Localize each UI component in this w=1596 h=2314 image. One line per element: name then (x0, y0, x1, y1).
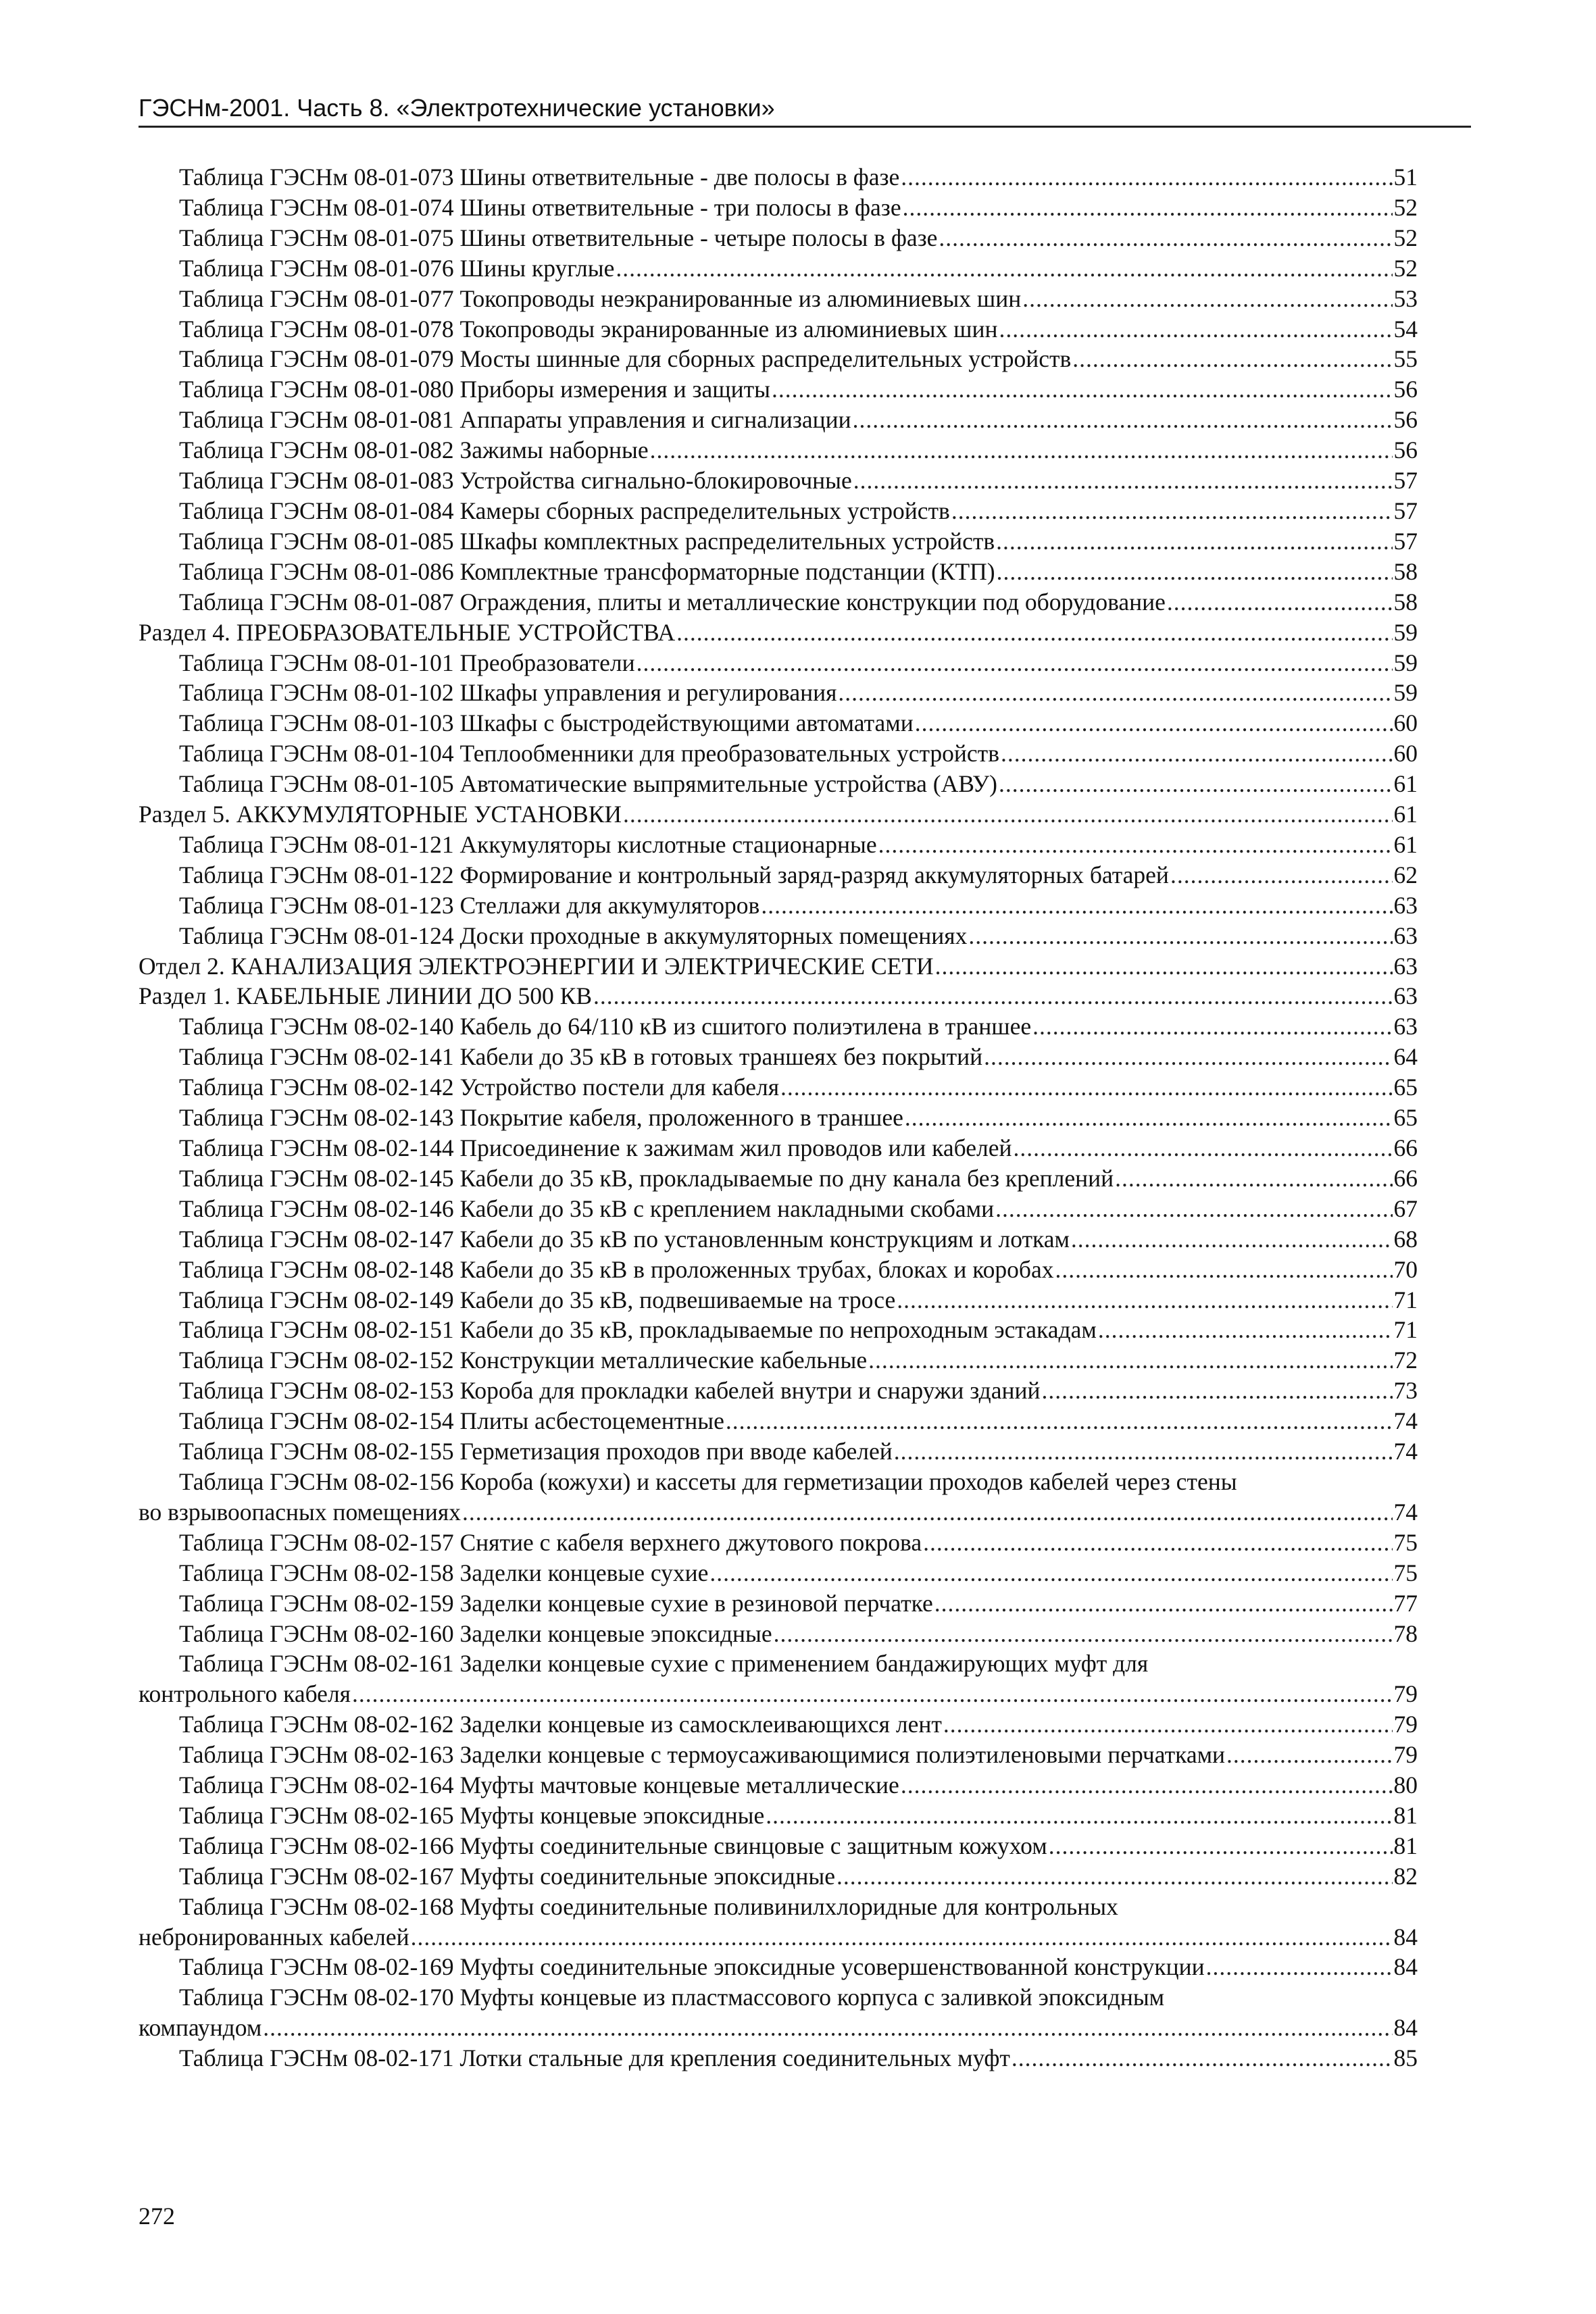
toc-table-entry[interactable] (139, 1528, 1418, 1558)
toc-entry-page: 67 (1393, 1194, 1418, 1222)
toc-entry-page: 70 (1393, 1255, 1418, 1283)
toc-entry-page: 61 (1393, 830, 1418, 858)
toc-table-entry[interactable] (139, 435, 1418, 466)
dot-leader (868, 1345, 1392, 1376)
toc-table-entry[interactable] (139, 1285, 1418, 1315)
toc-table-entry[interactable] (139, 1376, 1418, 1406)
dot-leader (837, 1861, 1393, 1892)
toc-entry-page: 79 (1393, 1741, 1418, 1769)
toc-entry-page: 56 (1393, 376, 1418, 403)
toc-entry-page: 57 (1393, 527, 1418, 555)
dot-leader (352, 1679, 1393, 1709)
toc-entry-title: Таблица ГЭСНм 08-01-078 Токопроводы экранированные из алюминиевых шин (179, 315, 998, 343)
toc-entry-title: Таблица ГЭСНм 08-02-149 Кабели до 35 кВ, подвешиваемые на тросе (179, 1286, 896, 1313)
toc-entry-title: Таблица ГЭСНм 08-02-158 Заделки концевые сухие (179, 1559, 709, 1586)
dot-leader (905, 1103, 1393, 1133)
toc-entry-title: Таблица ГЭСНм 08-02-144 Присоединение к зажимам жил проводов или кабелей (179, 1134, 1012, 1161)
toc-entry-page: 74 (1393, 1407, 1418, 1435)
toc-entry-title: Таблица ГЭСНм 08-02-143 Покрытие кабеля, проложенного в траншее (179, 1104, 903, 1132)
dot-leader (774, 1619, 1393, 1649)
toc-entry-title: Таблица ГЭСНм 08-01-084 Камеры сборных распределительных устройств (179, 497, 950, 524)
toc-entry-title-continuation: во взрывоопасных помещениях (139, 1498, 461, 1526)
toc-entry-title: Раздел 1. КАБЕЛЬНЫЕ ЛИНИИ ДО 500 КВ (139, 982, 593, 1010)
toc-entry-page: 58 (1393, 557, 1418, 585)
dot-leader (1055, 1255, 1392, 1285)
toc-table-entry[interactable] (139, 1740, 1418, 1770)
toc-entry-title: Таблица ГЭСНм 08-02-165 Муфты концевые эпоксидные (179, 1801, 765, 1829)
toc-entry-title: Таблица ГЭСНм 08-01-086 Комплектные трансформаторные подстанции (КТП) (179, 557, 995, 585)
page-number: 272 (139, 2203, 175, 2230)
toc-entry-page: 84 (1393, 1923, 1418, 1951)
dot-leader (411, 1922, 1393, 1953)
toc-table-entry[interactable] (139, 738, 1418, 769)
toc-entry-page: 71 (1393, 1316, 1418, 1344)
dot-leader (593, 981, 1392, 1011)
toc-table-entry[interactable] (139, 344, 1418, 374)
toc-table-entry[interactable] (139, 466, 1418, 496)
toc-entry-title: Таблица ГЭСНм 08-01-101 Преобразователи (179, 649, 635, 676)
dot-leader (853, 466, 1393, 496)
toc-entry-page: 56 (1393, 406, 1418, 434)
toc-entry-page: 63 (1393, 1013, 1418, 1040)
toc-entry-title: Таблица ГЭСНм 08-02-148 Кабели до 35 кВ в проложенных трубах, блоках и коробах (179, 1255, 1054, 1283)
toc-entry-page: 56 (1393, 436, 1418, 464)
dot-leader (623, 799, 1392, 830)
dot-leader (923, 1528, 1392, 1558)
toc-entry-title: Таблица ГЭСНм 08-02-140 Кабель до 64/110 кВ из сшитого полиэтилена в траншее (179, 1013, 1032, 1040)
toc-entry-title: Таблица ГЭСНм 08-01-123 Стеллажи для аккумуляторов (179, 891, 760, 919)
dot-leader (999, 314, 1393, 345)
toc-entry-title: Таблица ГЭСНм 08-01-075 Шины ответвительные - четыре полосы в фазе (179, 224, 938, 251)
toc-entry-title: Таблица ГЭСНм 08-01-080 Приборы измерения и защиты (179, 376, 770, 403)
toc-entry-title: Таблица ГЭСНм 08-01-122 Формирование и контрольный заряд-разряд аккумуляторных батарей (179, 861, 1169, 888)
dot-leader (1226, 1740, 1392, 1770)
toc-table-entry[interactable] (139, 1194, 1418, 1224)
dot-leader (934, 1588, 1393, 1619)
toc-table-entry[interactable] (139, 253, 1418, 284)
toc-entry-page: 51 (1393, 164, 1418, 191)
toc-entry-title: Таблица ГЭСНм 08-01-081 Аппараты управления и сигнализации (179, 406, 851, 434)
dot-leader (897, 1285, 1392, 1315)
toc-entry-title: Таблица ГЭСНм 08-01-087 Ограждения, плиты и металлические конструкции под оборудование (179, 588, 1166, 615)
toc-entry-page: 84 (1393, 1953, 1418, 1981)
toc-entry-title: Таблица ГЭСНм 08-01-076 Шины круглые (179, 254, 615, 282)
toc-entry-title: Таблица ГЭСНм 08-02-147 Кабели до 35 кВ по установленным конструкциям и лоткам (179, 1225, 1070, 1253)
toc-table-entry[interactable] (139, 1163, 1418, 1194)
toc-entry-title: Таблица ГЭСНм 08-02-146 Кабели до 35 кВ с креплением накладными скобами (179, 1194, 995, 1222)
dot-leader (616, 253, 1392, 284)
dot-leader (996, 526, 1392, 557)
dot-leader (1098, 1315, 1393, 1345)
toc-table-entry[interactable] (139, 1649, 1418, 1709)
dot-leader (709, 1558, 1392, 1588)
toc-entry-title: Таблица ГЭСНм 08-01-077 Токопроводы неэкранированные из алюминиевых шин (179, 284, 1022, 312)
toc-entry-title-continuation: небронированных кабелей (139, 1923, 409, 1951)
toc-table-entry[interactable] (139, 2043, 1418, 2073)
toc-entry-page: 79 (1393, 1711, 1418, 1738)
toc-entry-page: 54 (1393, 315, 1418, 343)
toc-table-entry[interactable] (139, 1467, 1418, 1528)
dot-leader (650, 435, 1393, 466)
toc-entry-page: 63 (1393, 982, 1418, 1010)
toc-entry-title: Таблица ГЭСНм 08-02-162 Заделки концевые из самосклеивающихся лент (179, 1711, 942, 1738)
toc-table-entry[interactable] (139, 1042, 1418, 1072)
toc-entry-title: Таблица ГЭСНм 08-02-160 Заделки концевые эпоксидные (179, 1619, 772, 1647)
dot-leader (943, 1709, 1393, 1740)
toc-entry-title: Таблица ГЭСНм 08-02-168 Муфты соединительные поливинилхлоридные для контрольных (179, 1892, 1118, 1920)
toc-section-entry[interactable] (139, 951, 1418, 982)
toc-entry-page: 61 (1393, 801, 1418, 828)
toc-table-entry[interactable] (139, 1861, 1418, 1892)
toc-entry-title: Таблица ГЭСНм 08-02-155 Герметизация проходов при вводе кабелей (179, 1438, 893, 1465)
toc-table-entry[interactable] (139, 1892, 1418, 1953)
toc-entry-page: 52 (1393, 193, 1418, 221)
toc-entry-title: Таблица ГЭСНм 08-01-104 Теплообменники для преобразовательных устройств (179, 740, 999, 768)
toc-table-entry[interactable] (139, 223, 1418, 253)
toc-entry-title: Отдел 2. КАНАЛИЗАЦИЯ ЭЛЕКТРОЭНЕРГИИ И ЭЛЕКТРИЧЕСКИЕ СЕТИ (139, 952, 934, 980)
toc-table-entry[interactable] (139, 1982, 1418, 2043)
toc-table-entry[interactable] (139, 1133, 1418, 1163)
toc-entry-page: 65 (1393, 1074, 1418, 1101)
toc-entry-title: Таблица ГЭСНм 08-02-164 Муфты мачтовые концевые металлические (179, 1771, 899, 1799)
toc-section-entry[interactable] (139, 799, 1418, 830)
toc-table-entry[interactable] (139, 526, 1418, 557)
toc-entry-page: 66 (1393, 1134, 1418, 1161)
dot-leader (915, 708, 1393, 738)
dot-leader (984, 1042, 1392, 1072)
toc-section-entry[interactable] (139, 618, 1418, 648)
toc-entry-page: 63 (1393, 891, 1418, 919)
toc-entry-title: Таблица ГЭСНм 08-02-152 Конструкции металлические кабельные (179, 1347, 868, 1374)
toc-entry-page: 81 (1393, 1832, 1418, 1859)
toc-entry-page: 74 (1393, 1498, 1418, 1526)
toc-entry-title: Таблица ГЭСНм 08-02-163 Заделки концевые с термоусаживающимися полиэтиленовыми перчатками (179, 1741, 1226, 1769)
toc-entry-page: 59 (1393, 618, 1418, 646)
toc-table-entry[interactable] (139, 1103, 1418, 1133)
dot-leader (1013, 1133, 1392, 1163)
toc-table-entry[interactable] (139, 769, 1418, 799)
toc-entry-title: Таблица ГЭСНм 08-02-166 Муфты соединительные свинцовые с защитным кожухом (179, 1832, 1047, 1859)
toc-table-entry[interactable] (139, 1709, 1418, 1740)
toc-table-entry[interactable] (139, 1255, 1418, 1285)
dot-leader (999, 769, 1393, 799)
toc-table-entry[interactable] (139, 1315, 1418, 1345)
toc-entry-page: 61 (1393, 770, 1418, 798)
dot-leader (1206, 1952, 1393, 1982)
toc-entry-title: Таблица ГЭСНм 08-01-085 Шкафы комплектных распределительных устройств (179, 527, 995, 555)
toc-entry-title: Таблица ГЭСНм 08-01-105 Автоматические выпрямительные устройства (АВУ) (179, 770, 997, 798)
toc-entry-page: 63 (1393, 922, 1418, 949)
toc-entry-page: 63 (1393, 952, 1418, 980)
toc-entry-page: 52 (1393, 224, 1418, 251)
toc-entry-title: Таблица ГЭСНм 08-02-153 Короба для прокладки кабелей внутри и снаружи зданий (179, 1377, 1041, 1405)
toc-table-entry[interactable] (139, 1406, 1418, 1436)
toc-entry-page: 57 (1393, 467, 1418, 495)
toc-entry-page: 73 (1393, 1377, 1418, 1405)
toc-entry-title-continuation: компаундом (139, 2014, 262, 2042)
dot-leader (901, 162, 1392, 193)
dot-leader (263, 2013, 1392, 2043)
toc-entry-title: Таблица ГЭСНм 08-01-082 Зажимы наборные (179, 436, 649, 464)
toc-table-entry[interactable] (139, 284, 1418, 314)
dot-leader (1022, 284, 1392, 314)
toc-table-entry[interactable] (139, 1224, 1418, 1255)
toc-entry-page: 59 (1393, 649, 1418, 676)
toc-entry-page: 53 (1393, 284, 1418, 312)
dot-leader (968, 921, 1392, 951)
toc-table-entry[interactable] (139, 374, 1418, 405)
dot-leader (780, 1072, 1392, 1103)
toc-entry-page: 59 (1393, 679, 1418, 707)
toc-entry-title: Таблица ГЭСНм 08-02-167 Муфты соединительные эпоксидные (179, 1862, 835, 1890)
dot-leader (878, 830, 1393, 860)
toc-entry-title: Раздел 4. ПРЕОБРАЗОВАТЕЛЬНЫЕ УСТРОЙСТВА (139, 618, 676, 646)
dot-leader (462, 1497, 1393, 1528)
toc-table-entry[interactable] (139, 1801, 1418, 1831)
dot-leader (1115, 1163, 1392, 1194)
toc-entry-page: 60 (1393, 740, 1418, 768)
toc-entry-title: Таблица ГЭСНм 08-02-161 Заделки концевые сухие с применением бандажирующих муфт для (179, 1650, 1149, 1678)
toc-table-entry[interactable] (139, 1436, 1418, 1467)
toc-entry-page: 75 (1393, 1528, 1418, 1556)
toc-table-entry[interactable] (139, 557, 1418, 587)
toc-entry-page: 68 (1393, 1225, 1418, 1253)
toc-table-entry[interactable] (139, 1072, 1418, 1103)
toc-table-entry[interactable] (139, 1952, 1418, 1982)
toc-entry-title: Таблица ГЭСНм 08-02-145 Кабели до 35 кВ, прокладываемые по дну канала без креплений (179, 1164, 1114, 1192)
toc-entry-page: 55 (1393, 345, 1418, 373)
dot-leader (939, 223, 1392, 253)
toc-table-entry[interactable] (139, 193, 1418, 223)
toc-entry-page: 66 (1393, 1164, 1418, 1192)
toc-table-entry[interactable] (139, 830, 1418, 860)
dot-leader (766, 1801, 1392, 1831)
toc-entry-page: 60 (1393, 709, 1418, 737)
toc-table-entry[interactable] (139, 162, 1418, 193)
toc-entry-title: Таблица ГЭСНм 08-02-154 Плиты асбестоцементные (179, 1407, 724, 1435)
dot-leader (838, 678, 1392, 708)
dot-leader (1049, 1831, 1393, 1861)
toc-entry-title: Таблица ГЭСНм 08-02-170 Муфты концевые из пластмассового корпуса с заливкой эпоксидным (179, 1984, 1165, 2011)
toc-entry-page: 72 (1393, 1347, 1418, 1374)
dot-leader (772, 374, 1393, 405)
toc-entry-title: Таблица ГЭСНм 08-02-171 Лотки стальные для крепления соединительных муфт (179, 2044, 1010, 2072)
toc-entry-page: 65 (1393, 1104, 1418, 1132)
dot-leader (1071, 1224, 1393, 1255)
toc-entry-title: Таблица ГЭСНм 08-01-121 Аккумуляторы кислотные стационарные (179, 830, 877, 858)
toc-entry-title: Таблица ГЭСНм 08-01-079 Мосты шинные для сборных распределительных устройств (179, 345, 1072, 373)
toc-entry-title: Таблица ГЭСНм 08-01-103 Шкафы с быстродействующими автоматами (179, 709, 914, 737)
toc-table-entry[interactable] (139, 1558, 1418, 1588)
toc-table-entry[interactable] (139, 314, 1418, 345)
dot-leader (676, 618, 1392, 648)
table-of-contents (139, 162, 1418, 2073)
toc-table-entry[interactable] (139, 860, 1418, 890)
toc-table-entry[interactable] (139, 921, 1418, 951)
toc-entry-page: 82 (1393, 1862, 1418, 1890)
dot-leader (995, 1194, 1392, 1224)
dot-leader (1032, 1011, 1392, 1042)
dot-leader (726, 1406, 1393, 1436)
toc-entry-page: 71 (1393, 1286, 1418, 1313)
dot-leader (935, 951, 1393, 982)
toc-entry-page: 52 (1393, 254, 1418, 282)
toc-table-entry[interactable] (139, 678, 1418, 708)
toc-entry-title: Таблица ГЭСНм 08-01-083 Устройства сигнально-блокировочные (179, 467, 852, 495)
toc-entry-page: 58 (1393, 588, 1418, 615)
toc-entry-title-continuation: контрольного кабеля (139, 1680, 351, 1708)
toc-table-entry[interactable] (139, 648, 1418, 678)
toc-entry-title: Таблица ГЭСНм 08-02-142 Устройство постели для кабеля (179, 1074, 780, 1101)
dot-leader (997, 557, 1393, 587)
dot-leader (1072, 344, 1392, 374)
toc-entry-page: 79 (1393, 1680, 1418, 1708)
toc-table-entry[interactable] (139, 496, 1418, 526)
toc-entry-title: Таблица ГЭСНм 08-02-156 Короба (кожухи) и кассеты для герметизации проходов кабелей через стены (179, 1467, 1237, 1495)
toc-entry-title: Таблица ГЭСНм 08-02-151 Кабели до 35 кВ, прокладываемые по непроходным эстакадам (179, 1316, 1097, 1344)
toc-table-entry[interactable] (139, 1588, 1418, 1619)
toc-entry-page: 77 (1393, 1589, 1418, 1617)
toc-table-entry[interactable] (139, 1619, 1418, 1649)
dot-leader (1167, 587, 1393, 618)
toc-entry-page: 78 (1393, 1619, 1418, 1647)
toc-section-entry[interactable] (139, 981, 1418, 1011)
toc-entry-page: 57 (1393, 497, 1418, 524)
toc-table-entry[interactable] (139, 1345, 1418, 1376)
toc-entry-title: Таблица ГЭСНм 08-02-159 Заделки концевые сухие в резиновой перчатке (179, 1589, 933, 1617)
toc-entry-title: Таблица ГЭСНм 08-01-124 Доски проходные в аккумуляторных помещениях (179, 922, 968, 949)
toc-entry-page: 64 (1393, 1043, 1418, 1071)
running-header: ГЭСНм-2001. Часть 8. «Электротехнические установки» (139, 93, 1471, 128)
dot-leader (1012, 2043, 1393, 2073)
dot-leader (761, 890, 1392, 921)
toc-table-entry[interactable] (139, 890, 1418, 921)
toc-entry-title: Таблица ГЭСНм 08-02-169 Муфты соединительные эпоксидные усовершенствованной конструкции (179, 1953, 1205, 1981)
toc-entry-page: 81 (1393, 1801, 1418, 1829)
toc-entry-page: 74 (1393, 1438, 1418, 1465)
dot-leader (1001, 738, 1393, 769)
dot-leader (1170, 860, 1393, 890)
toc-entry-page: 85 (1393, 2044, 1418, 2072)
toc-entry-page: 80 (1393, 1771, 1418, 1799)
toc-table-entry[interactable] (139, 1831, 1418, 1861)
dot-leader (951, 496, 1393, 526)
toc-entry-title: Таблица ГЭСНм 08-02-141 Кабели до 35 кВ в готовых траншеях без покрытий (179, 1043, 983, 1071)
toc-entry-page: 75 (1393, 1559, 1418, 1586)
dot-leader (637, 648, 1393, 678)
toc-entry-page: 62 (1393, 861, 1418, 888)
toc-entry-title: Таблица ГЭСНм 08-01-102 Шкафы управления и регулирования (179, 679, 837, 707)
toc-entry-page: 84 (1393, 2014, 1418, 2042)
toc-table-entry[interactable] (139, 708, 1418, 738)
dot-leader (853, 405, 1393, 435)
dot-leader (903, 193, 1393, 223)
dot-leader (1041, 1376, 1392, 1406)
toc-entry-title: Таблица ГЭСНм 08-01-074 Шины ответвительные - три полосы в фазе (179, 193, 901, 221)
dot-leader (901, 1770, 1393, 1801)
toc-table-entry[interactable] (139, 1770, 1418, 1801)
toc-table-entry[interactable] (139, 587, 1418, 618)
toc-entry-title: Таблица ГЭСНм 08-02-157 Снятие с кабеля верхнего джутового покрова (179, 1528, 922, 1556)
toc-entry-title: Раздел 5. АККУМУЛЯТОРНЫЕ УСТАНОВКИ (139, 801, 622, 828)
toc-table-entry[interactable] (139, 1011, 1418, 1042)
toc-entry-title: Таблица ГЭСНм 08-01-073 Шины ответвительные - две полосы в фазе (179, 164, 900, 191)
dot-leader (894, 1436, 1393, 1467)
toc-table-entry[interactable] (139, 405, 1418, 435)
